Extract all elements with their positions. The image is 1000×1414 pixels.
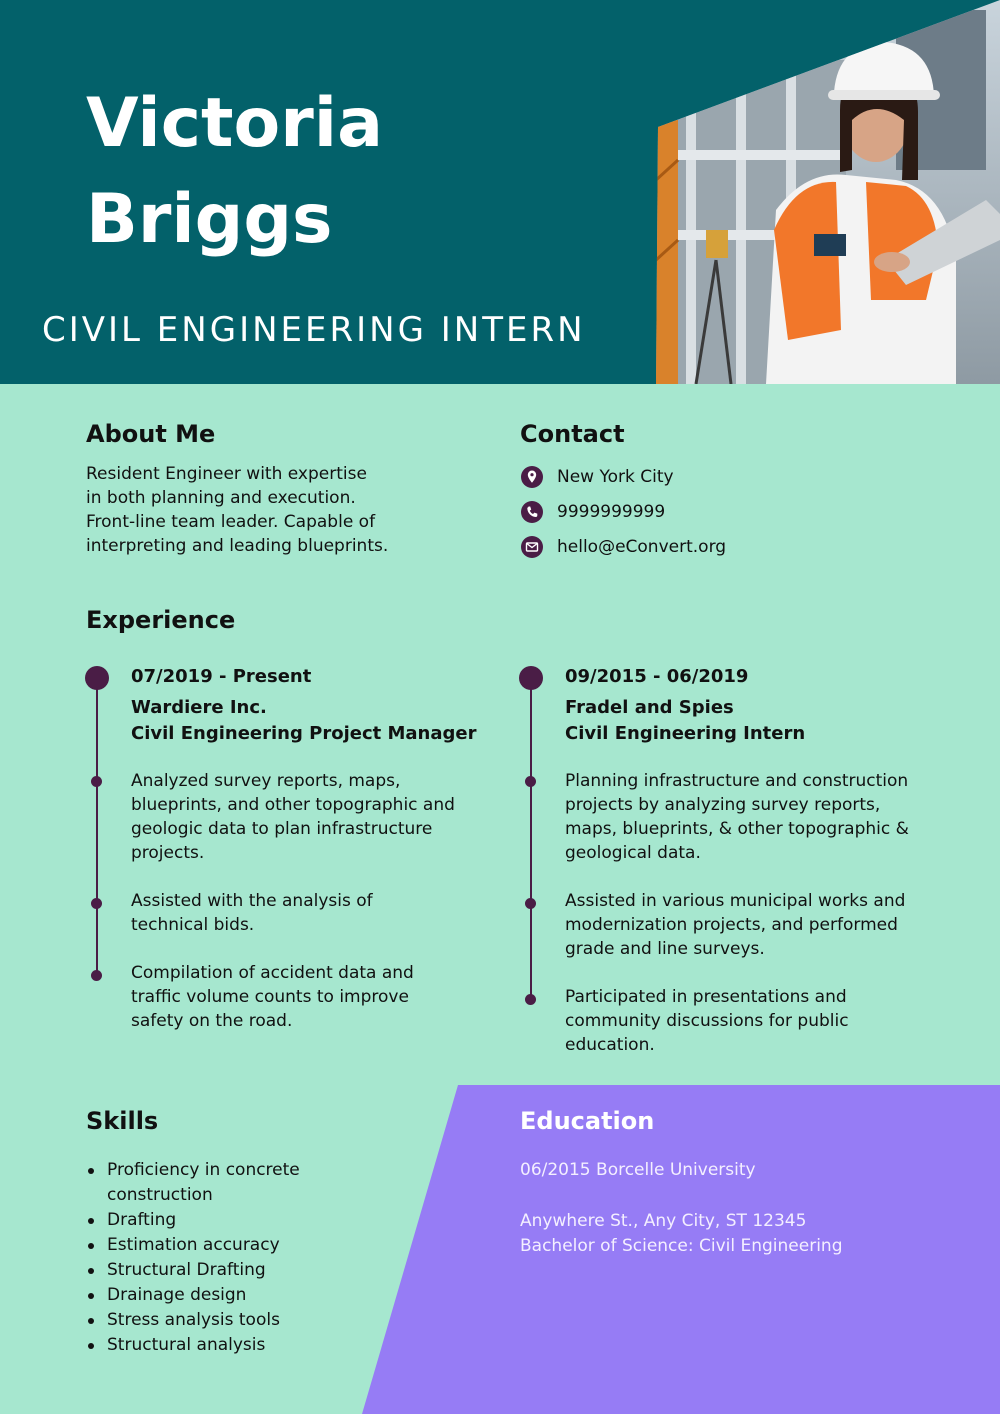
skill-label: Estimation accuracy bbox=[107, 1235, 280, 1255]
contact-email-text[interactable]: hello@eConvert.org bbox=[557, 537, 727, 557]
job-bullet: Assisted in various municipal works and modernization projects, and performed grade and line surveys. bbox=[565, 891, 906, 959]
skill-item bbox=[86, 1283, 347, 1308]
skill-label: Drainage design bbox=[107, 1285, 247, 1305]
job-position: Civil Engineering Project Manager bbox=[131, 723, 477, 744]
skill-label: Structural Drafting bbox=[107, 1260, 266, 1280]
contact-heading: Contact bbox=[520, 420, 625, 448]
education-heading: Education bbox=[520, 1107, 655, 1135]
job-title: CIVIL ENGINEERING INTERN bbox=[42, 310, 586, 350]
skill-label: Stress analysis tools bbox=[107, 1310, 280, 1330]
skill-item bbox=[86, 1158, 347, 1208]
job-company: Wardiere Inc. bbox=[131, 697, 267, 718]
education-degree: Bachelor of Science: Civil Engineering bbox=[520, 1236, 843, 1256]
about-line: Resident Engineer with expertise bbox=[86, 464, 367, 484]
job-bullet: Assisted with the analysis of technical bids. bbox=[131, 891, 373, 935]
last-name: Briggs bbox=[86, 180, 333, 259]
skills-list bbox=[86, 1158, 347, 1358]
job-bullet: Compilation of accident data and traffic volume counts to improve safety on the road. bbox=[131, 963, 414, 1031]
education-address: Anywhere St., Any City, ST 12345 bbox=[520, 1211, 807, 1231]
education-school: 06/2015 Borcelle University bbox=[520, 1160, 756, 1180]
job-dates: 07/2019 - Present bbox=[131, 666, 312, 687]
skill-item bbox=[86, 1333, 347, 1358]
skill-label: Structural analysis bbox=[107, 1335, 266, 1355]
skill-item bbox=[86, 1208, 347, 1233]
about-line: in both planning and execution. bbox=[86, 488, 356, 508]
contact-location-text: New York City bbox=[557, 467, 674, 487]
skills-heading: Skills bbox=[86, 1107, 159, 1135]
skill-item bbox=[86, 1258, 347, 1283]
job-company: Fradel and Spies bbox=[565, 697, 734, 718]
experience-heading: Experience bbox=[86, 606, 236, 634]
contact-phone-text[interactable]: 9999999999 bbox=[557, 502, 666, 522]
about-heading: About Me bbox=[86, 420, 216, 448]
about-line: Front-line team leader. Capable of bbox=[86, 512, 376, 532]
job-bullet: Analyzed survey reports, maps, blueprints, and other topographic and geologic data to plan infrastructure projects. bbox=[131, 771, 455, 863]
job-bullet: Planning infrastructure and construction projects by analyzing survey reports, maps, blueprints, & other topographic & geological data. bbox=[565, 771, 909, 863]
first-name: Victoria bbox=[86, 84, 384, 163]
about-line: interpreting and leading blueprints. bbox=[86, 536, 389, 556]
job-bullet: Participated in presentations and community discussions for public education. bbox=[565, 987, 849, 1055]
skill-item bbox=[86, 1233, 347, 1258]
skill-label: Drafting bbox=[107, 1210, 177, 1230]
skill-label: Proficiency in concrete construction bbox=[107, 1160, 300, 1205]
skill-item bbox=[86, 1308, 347, 1333]
job-dates: 09/2015 - 06/2019 bbox=[565, 666, 749, 687]
job-position: Civil Engineering Intern bbox=[565, 723, 806, 744]
